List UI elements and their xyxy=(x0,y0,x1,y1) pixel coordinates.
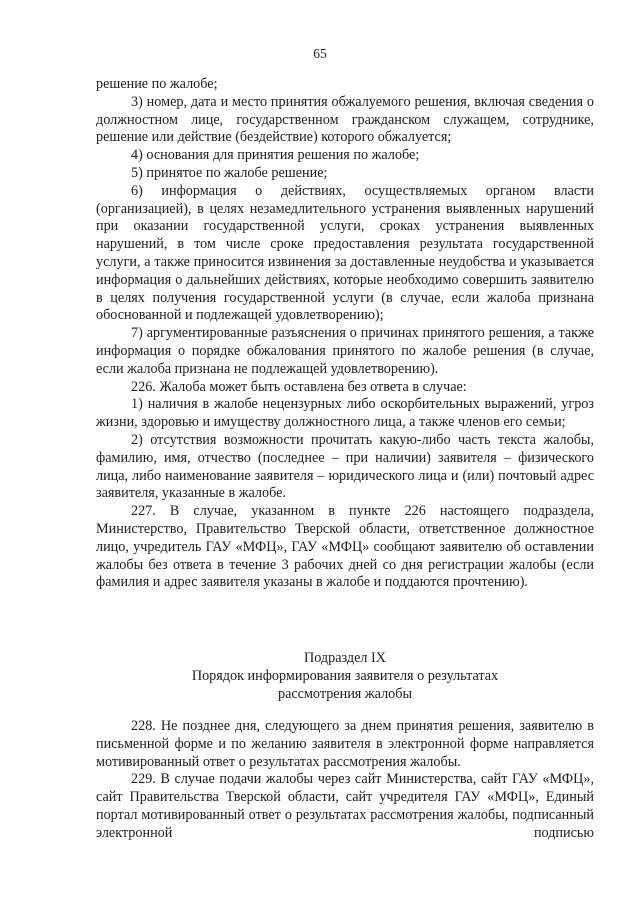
subsection-title-line1: Порядок информирования заявителя о результатах xyxy=(191,667,499,684)
subsection-number: Подраздел IX xyxy=(303,650,386,666)
paragraph: 227. В случае, указанном в пункте 226 настоящего подраздела, Министерство, Правительство Тверской области, ответственное должностное лицо, учредитель ГАУ «МФЦ», ГАУ «МФЦ» сообщают заявителю об оставлении жалобы без ответа в течение 3 рабочих дней со дня регистрации жалобы (если фамилия и адрес заявителя указаны в жалобе и поддаются прочтению). xyxy=(96,503,594,591)
body-text-top xyxy=(96,76,594,592)
subsection-title-line2: рассмотрения жалобы xyxy=(277,685,413,702)
paragraph: 229. В случае подачи жалобы через сайт Министерства, сайт ГАУ «МФЦ», сайт Правительства Тверской области, сайт учредителя ГАУ «МФЦ», Единый портал мотивированный ответ о результатах рассмотрения жалобы, подписанный электронной подписью xyxy=(96,771,594,841)
paragraph: 5) принятое по жалобе решение; xyxy=(131,164,328,181)
paragraph: 7) аргументированные разъяснения о причинах принятого решения, а также информация о порядке обжалования принятого по жалобе решения (в случае, если жалоба признана не подлежащей удовлетворению). xyxy=(96,325,594,377)
paragraph: 226. Жалоба может быть оставлена без ответа в случае: xyxy=(131,378,467,395)
body-text-bottom xyxy=(96,718,594,843)
paragraph: 3) номер, дата и место принятия обжалуемого решения, включая сведения о должностном лице, государственном гражданском служащем, сотруднике, решение или действие (бездействие) которого обжалуется; xyxy=(96,93,594,146)
paragraph: 1) наличия в жалобе нецензурных либо оскорбительных выражений, угроз жизни, здоровью и имуществу должностного лица, а также членов его семьи; xyxy=(96,396,594,431)
paragraph: 4) основания для принятия решения по жалобе; xyxy=(131,147,420,164)
subsection-heading xyxy=(96,650,594,703)
paragraph: 228. Не позднее дня, следующего за днем принятия решения, заявителю в письменной форме и по желанию заявителя в электронной форме направляется мотивированный ответ о результатах рассмотрения жалобы. xyxy=(96,718,594,770)
paragraph: решение по жалобе; xyxy=(96,76,218,92)
paragraph: 6) информация о действиях, осуществляемых органом власти (организацией), в целях незамедлительного устранения выявленных нарушений при оказании государственной услуги, сроках устранения выявленных нарушений, в том числе сроке предоставления результата государственной услуги, а также приносится извинения за доставленные неудобства и указывается информация о дальнейших действиях, которые необходимо совершить заявителю в целях получения государственной услуги (в случае, если жалоба признана обоснованной и подлежащей удовлетворению); xyxy=(96,182,594,324)
page-number: 65 xyxy=(313,46,327,61)
paragraph: 2) отсутствия возможности прочитать какую-либо часть текста жалобы, фамилию, имя, отчество (последнее – при наличии) заявителя – физического лица, либо наименование заявителя – юридического лица и (или) почтовый адрес заявителя, указанные в жалобе. xyxy=(96,431,594,502)
